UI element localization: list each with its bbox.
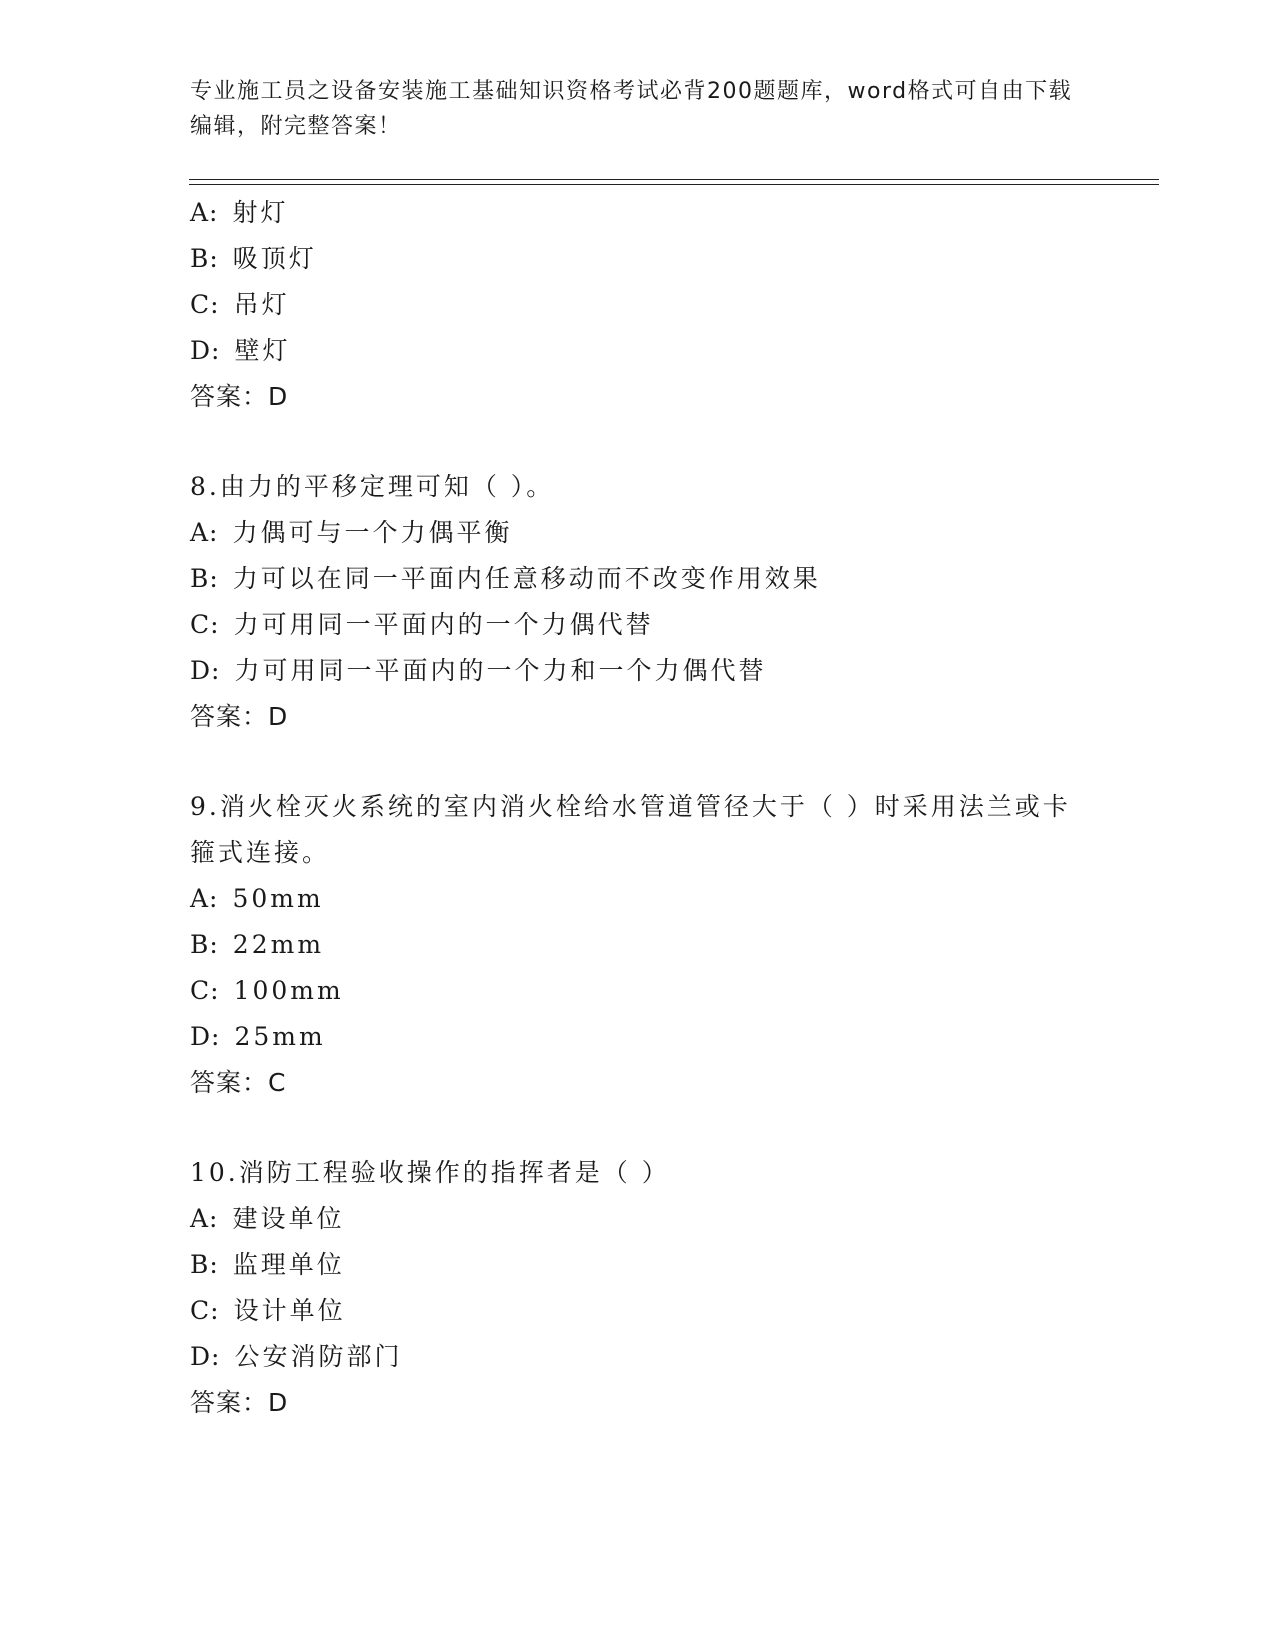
option-d: D: 力可用同一平面内的一个力和一个力偶代替 (190, 656, 767, 685)
question-block-9 (190, 784, 1150, 1106)
question-block-partial (190, 190, 1150, 420)
option-b: B: 监理单位 (190, 1250, 345, 1279)
header-divider-top (189, 179, 1159, 180)
answer-line: 答案：D (190, 702, 289, 731)
header-divider-bottom (189, 184, 1159, 185)
option-d: D: 壁灯 (190, 336, 291, 365)
question-stem: 10.消防工程验收操作的指挥者是（ ） (190, 1158, 670, 1187)
question-list (190, 190, 1150, 1426)
option-a: A: 建设单位 (190, 1204, 345, 1233)
option-a: A: 力偶可与一个力偶平衡 (190, 518, 513, 547)
option-a: A: 50mm (190, 884, 324, 913)
option-a: A: 射灯 (190, 198, 289, 227)
answer-line: 答案：D (190, 382, 289, 411)
question-stem: 9.消火栓灭火系统的室内消火栓给水管道管径大于（ ）时采用法兰或卡箍式连接。 (190, 792, 1071, 867)
option-c: C: 力可用同一平面内的一个力偶代替 (190, 610, 654, 639)
option-c: C: 设计单位 (190, 1296, 346, 1325)
document-header: 专业施工员之设备安装施工基础知识资格考试必背200题题库，word格式可自由下载编辑，附完整答案！ (190, 79, 1073, 139)
option-c: C: 吊灯 (190, 290, 290, 319)
answer-line: 答案：C (190, 1068, 287, 1097)
spacer (190, 420, 1150, 464)
answer-line: 答案：D (190, 1388, 289, 1417)
option-b: B: 力可以在同一平面内任意移动而不改变作用效果 (190, 564, 821, 593)
option-b: B: 吸顶灯 (190, 244, 317, 273)
question-stem: 8.由力的平移定理可知（ ）。 (190, 472, 555, 501)
spacer (190, 1106, 1150, 1150)
spacer (190, 740, 1150, 784)
question-block-10 (190, 1150, 1150, 1426)
question-block-8 (190, 464, 1150, 740)
option-c: C: 100mm (190, 976, 344, 1005)
option-d: D: 公安消防部门 (190, 1342, 403, 1371)
option-b: B: 22mm (190, 930, 325, 959)
option-d: D: 25mm (190, 1022, 326, 1051)
